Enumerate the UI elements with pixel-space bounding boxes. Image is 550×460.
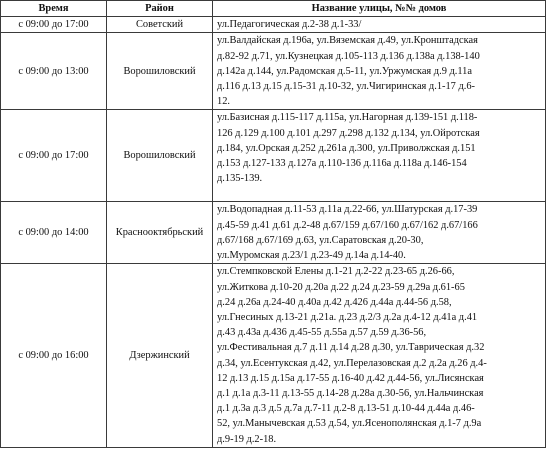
time-cell: с 09:00 до 17:00 (1, 17, 107, 33)
district-cell: Краснооктябрьский (107, 202, 213, 264)
streets-cell (213, 202, 546, 264)
street-line: 12. (217, 96, 230, 108)
header-time: Время (1, 1, 107, 17)
street-line: д.24 д.26а д.24-40 д.40а д.42 д.426 д.44а д.44-56 д.58, (217, 296, 452, 308)
streets-cell (213, 17, 546, 33)
table-row (1, 110, 546, 202)
time-cell: с 09:00 до 17:00 (1, 110, 107, 202)
street-line: д.142а д.144, ул.Радомская д.5-11, ул.Уржумская д.9 д.11а (217, 65, 472, 77)
table-row (1, 202, 546, 264)
street-line: ул.Житкова д.10-20 д.20а д.22 д.24 д.23-59 д.29а д.61-65 (217, 281, 465, 293)
street-line: д.116 д.13 д.15 д.15-31 д.10-32, ул.Чигиринская д.1-17 д.6- (217, 81, 476, 93)
street-line: ул.Базисная д.115-117 д.115а, ул.Нагорная д.139-151 д.118- (217, 112, 478, 124)
street-line: д.1 д.3а д.3 д.5 д.7а д.7-11 д.2-8 д.13-51 д.10-44 д.44а д.46- (217, 403, 475, 415)
table-body (1, 17, 546, 448)
street-line: д.9-19 д.2-18. (217, 433, 277, 445)
table-row (1, 264, 546, 447)
header-district: Район (107, 1, 213, 17)
district-cell: Ворошиловский (107, 110, 213, 202)
street-line: ул.Гнесиных д.13-21 д.21а. д.23 д.2/3 д.2а д.4-12 д.41а д.41 (217, 312, 478, 324)
district-cell: Дзержинский (107, 264, 213, 447)
time-cell: с 09:00 до 13:00 (1, 33, 107, 110)
table-header (1, 1, 546, 17)
streets-cell (213, 110, 546, 202)
header-row (1, 1, 546, 17)
street-line: д.135-139. (217, 173, 263, 185)
street-line: д.82-92 д.71, ул.Кузнецкая д.105-113 д.136 д.138а д.138-140 (217, 50, 480, 62)
streets-cell (213, 33, 546, 110)
time-cell: с 09:00 до 14:00 (1, 202, 107, 264)
table-row (1, 17, 546, 33)
street-line: ул.Водопадная д.11-53 д.11а д.22-66, ул.Шатурская д.17-39 (217, 204, 478, 216)
street-line: д.43 д.43а д.436 д.45-55 д.55а д.57 д.59 д.36-56, (217, 327, 427, 339)
header-streets: Название улицы, №№ домов (213, 1, 546, 17)
table-row (1, 33, 546, 110)
district-cell: Советский (107, 17, 213, 33)
street-line: 126 д.129 д.100 д.101 д.297 д.298 д.132 д.134, ул.Ойротская (217, 127, 480, 139)
time-cell: с 09:00 до 16:00 (1, 264, 107, 447)
district-cell: Ворошиловский (107, 33, 213, 110)
street-line: ул.Фестивальная д.7 д.11 д.14 д.28 д.30, ул.Таврическая д.32 (217, 342, 485, 354)
street-line: ул.Педагогическая д.2-38 д.1-33/ (217, 19, 362, 31)
street-line: 52, ул.Манычевская д.53 д.54, ул.Ясенополянская д.1-7 д.9а (217, 418, 482, 430)
street-line: д.67/168 д.67/169 д.63, ул.Саратовская д.20-30, (217, 234, 424, 246)
street-line: ул.Муромская д.23/1 д.23-49 д.14а д.14-40. (217, 250, 406, 262)
street-line: ул.Валдайская д.196а, ул.Вяземская д.49, ул.Кронштадская (217, 35, 478, 47)
street-line: д.153 д.127-133 д.127а д.110-136 д.116а д.118а д.146-154 (217, 158, 467, 170)
street-line: д.45-59 д.41 д.61 д.2-48 д.67/159 д.67/160 д.67/162 д.67/166 (217, 219, 478, 231)
street-line: д.1 д.1а д.3-11 д.13-55 д.14-28 д.28а д.30-56, ул.Нальчинская (217, 388, 484, 400)
streets-cell (213, 264, 546, 447)
street-line: 12 д.13 д.15 д.15а д.17-55 д.16-40 д.42 д.44-56, ул.Лисянская (217, 372, 484, 384)
street-line: д.184, ул.Орская д.252 д.261а д.300, ул.Приволжская д.151 (217, 142, 476, 154)
street-line: ул.Стемпковской Елены д.1-21 д.2-22 д.23-65 д.26-66, (217, 266, 455, 278)
street-line: д.34, ул.Есентукская д.42, ул.Перелазовская д.2 д.2а д.26 д.4- (217, 357, 487, 369)
